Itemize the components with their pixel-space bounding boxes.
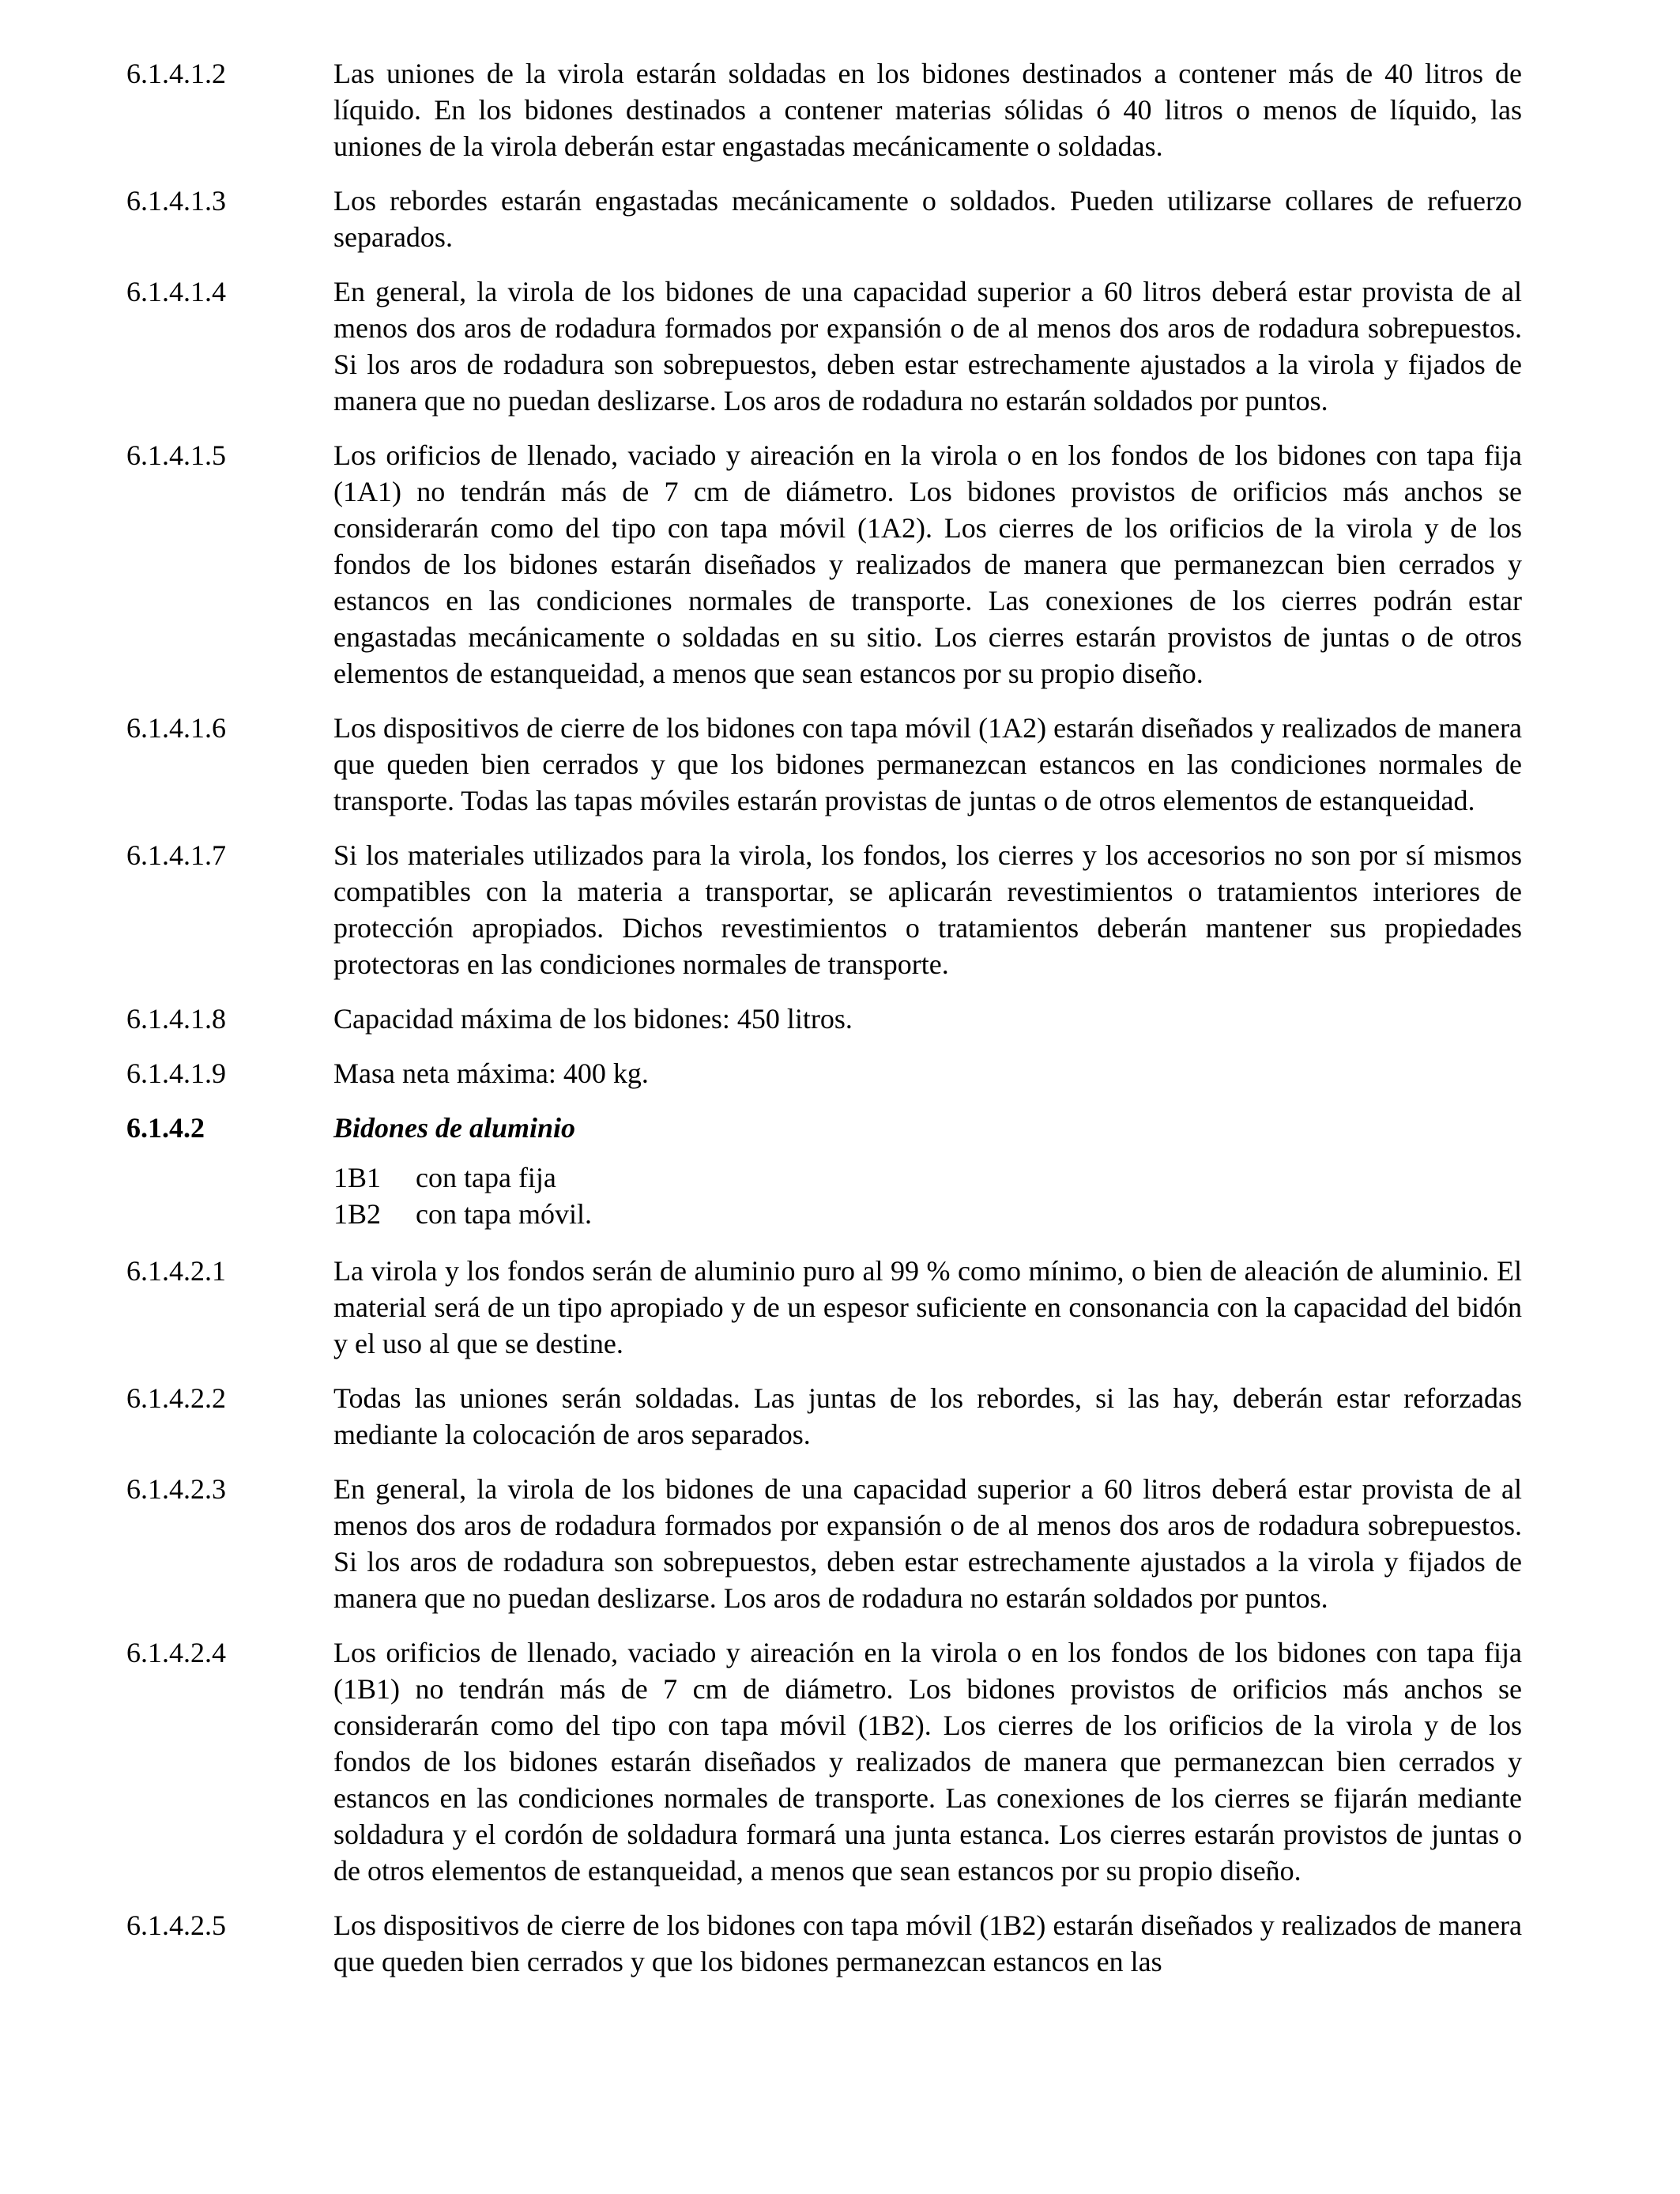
- section-number: 6.1.4.1.5: [126, 439, 226, 471]
- section-6-1-4-1-3: [126, 183, 1522, 255]
- type-code-row: [333, 1159, 1680, 1196]
- section-6-1-4-2-2: [126, 1380, 1522, 1453]
- section-text: Los dispositivos de cierre de los bidones con tapa móvil (1A2) estarán diseñados y realizados de manera que queden bien cerrados y que los bidones permanezcan estancos en las condiciones normales de transporte. Todas las tapas móviles estarán provistas de juntas o de otros elementos de estanqueidad.: [333, 712, 1522, 816]
- section-6-1-4-2-1: [126, 1253, 1522, 1362]
- section-number: 6.1.4.2.5: [126, 1909, 226, 1941]
- section-6-1-4-1-9: [126, 1055, 1522, 1091]
- section-text: Las uniones de la virola estarán soldadas en los bidones destinados a contener más de 40 litros de líquido. En los bidones destinados a contener materias sólidas ó 40 litros o menos de líquido, las uniones de la virola deberán estar engastadas mecánicamente o soldadas.: [333, 58, 1522, 162]
- section-6-1-4-1-6: [126, 710, 1522, 819]
- type-label: con tapa fija: [416, 1162, 556, 1193]
- type-code-list: [333, 1159, 1680, 1232]
- section-text: Si los materiales utilizados para la virola, los fondos, los cierres y los accesorios no son por sí mismos compatibles con la materia a transportar, se aplicarán revestimientos o tratamientos interiores de protección apropiados. Dichos revestimientos o tratamientos deberán mantener sus propiedades protectoras en las condiciones normales de transporte.: [333, 839, 1522, 980]
- section-text: Los orificios de llenado, vaciado y aireación en la virola o en los fondos de los bidones con tapa fija (1A1) no tendrán más de 7 cm de diámetro. Los bidones provistos de orificios más anchos se considerarán como del tipo con tapa móvil (1A2). Los cierres de los orificios de la virola y de los fondos de los bidones estarán diseñados y realizados de manera que permanezcan bien cerrados y estancos en las condiciones normales de transporte. Las conexiones de los cierres podrán estar engastadas mecánicamente o soldadas en su sitio. Los cierres estarán provistos de juntas o de otros elementos de estanqueidad, a menos que sean estancos por su propio diseño.: [333, 439, 1522, 689]
- type-code: 1B1: [333, 1162, 382, 1193]
- section-6-1-4-2-5: [126, 1907, 1522, 1980]
- section-text: Los dispositivos de cierre de los bidones con tapa móvil (1B2) estarán diseñados y realizados de manera que queden bien cerrados y que los bidones permanezcan estancos en las: [333, 1909, 1522, 1977]
- heading-number: 6.1.4.2: [126, 1112, 205, 1144]
- section-number: 6.1.4.1.9: [126, 1057, 226, 1089]
- section-6-1-4-2-4: [126, 1634, 1522, 1889]
- type-label: con tapa móvil.: [416, 1198, 592, 1230]
- section-text: Todas las uniones serán soldadas. Las juntas de los rebordes, si las hay, deberán estar reforzadas mediante la colocación de aros separados.: [333, 1382, 1522, 1450]
- section-text: Capacidad máxima de los bidones: 450 litros.: [333, 1003, 853, 1035]
- section-text: Masa neta máxima: 400 kg.: [333, 1057, 649, 1089]
- section-number: 6.1.4.2.1: [126, 1255, 226, 1287]
- type-code: 1B2: [333, 1198, 382, 1230]
- section-text: La virola y los fondos serán de aluminio puro al 99 % como mínimo, o bien de aleación de aluminio. El material será de un tipo apropiado y de un espesor suficiente en consonancia con la capacidad del bidón y el uso al que se destine.: [333, 1255, 1522, 1359]
- section-number: 6.1.4.1.8: [126, 1003, 226, 1035]
- section-6-1-4-1-8: [126, 1001, 1522, 1037]
- section-number: 6.1.4.1.6: [126, 712, 226, 744]
- section-6-1-4-1-5: [126, 437, 1522, 692]
- type-code-row: [333, 1196, 1680, 1232]
- section-number: 6.1.4.2.4: [126, 1637, 226, 1668]
- section-text: Los orificios de llenado, vaciado y aireación en la virola o en los fondos de los bidones con tapa fija (1B1) no tendrán más de 7 cm de diámetro. Los bidones provistos de orificios más anchos se considerarán como del tipo con tapa móvil (1B2). Los cierres de los orificios de la virola y de los fondos de los bidones estarán diseñados y realizados de manera que permanezcan bien cerrados y estancos en las condiciones normales de transporte. Las conexiones de los cierres se fijarán mediante soldadura y el cordón de soldadura formará una junta estanca. Los cierres estarán provistos de juntas o de otros elementos de estanqueidad, a menos que sean estancos por su propio diseño.: [333, 1637, 1522, 1887]
- section-text: Los rebordes estarán engastadas mecánicamente o soldados. Pueden utilizarse collares de refuerzo separados.: [333, 185, 1522, 253]
- section-number: 6.1.4.1.7: [126, 839, 226, 871]
- heading-title: Bidones de aluminio: [333, 1112, 576, 1144]
- section-number: 6.1.4.2.3: [126, 1473, 226, 1505]
- section-number: 6.1.4.1.3: [126, 185, 226, 217]
- section-6-1-4-1-2: [126, 55, 1522, 164]
- section-text: En general, la virola de los bidones de una capacidad superior a 60 litros deberá estar provista de al menos dos aros de rodadura formados por expansión o de al menos dos aros de rodadura sobrepuestos. Si los aros de rodadura son sobrepuestos, deben estar estrechamente ajustados a la virola y fijados de manera que no puedan deslizarse. Los aros de rodadura no estarán soldados por puntos.: [333, 276, 1522, 417]
- section-number: 6.1.4.2.2: [126, 1382, 226, 1414]
- section-heading-6-1-4-2: [126, 1110, 1522, 1146]
- section-6-1-4-1-4: [126, 273, 1522, 419]
- section-text: En general, la virola de los bidones de una capacidad superior a 60 litros deberá estar provista de al menos dos aros de rodadura formados por expansión o de al menos dos aros de rodadura sobrepuestos. Si los aros de rodadura son sobrepuestos, deben estar estrechamente ajustados a la virola y fijados de manera que no puedan deslizarse. Los aros de rodadura no estarán soldados por puntos.: [333, 1473, 1522, 1614]
- section-number: 6.1.4.1.2: [126, 58, 226, 89]
- section-6-1-4-2-3: [126, 1471, 1522, 1616]
- section-number: 6.1.4.1.4: [126, 276, 226, 307]
- section-6-1-4-1-7: [126, 837, 1522, 982]
